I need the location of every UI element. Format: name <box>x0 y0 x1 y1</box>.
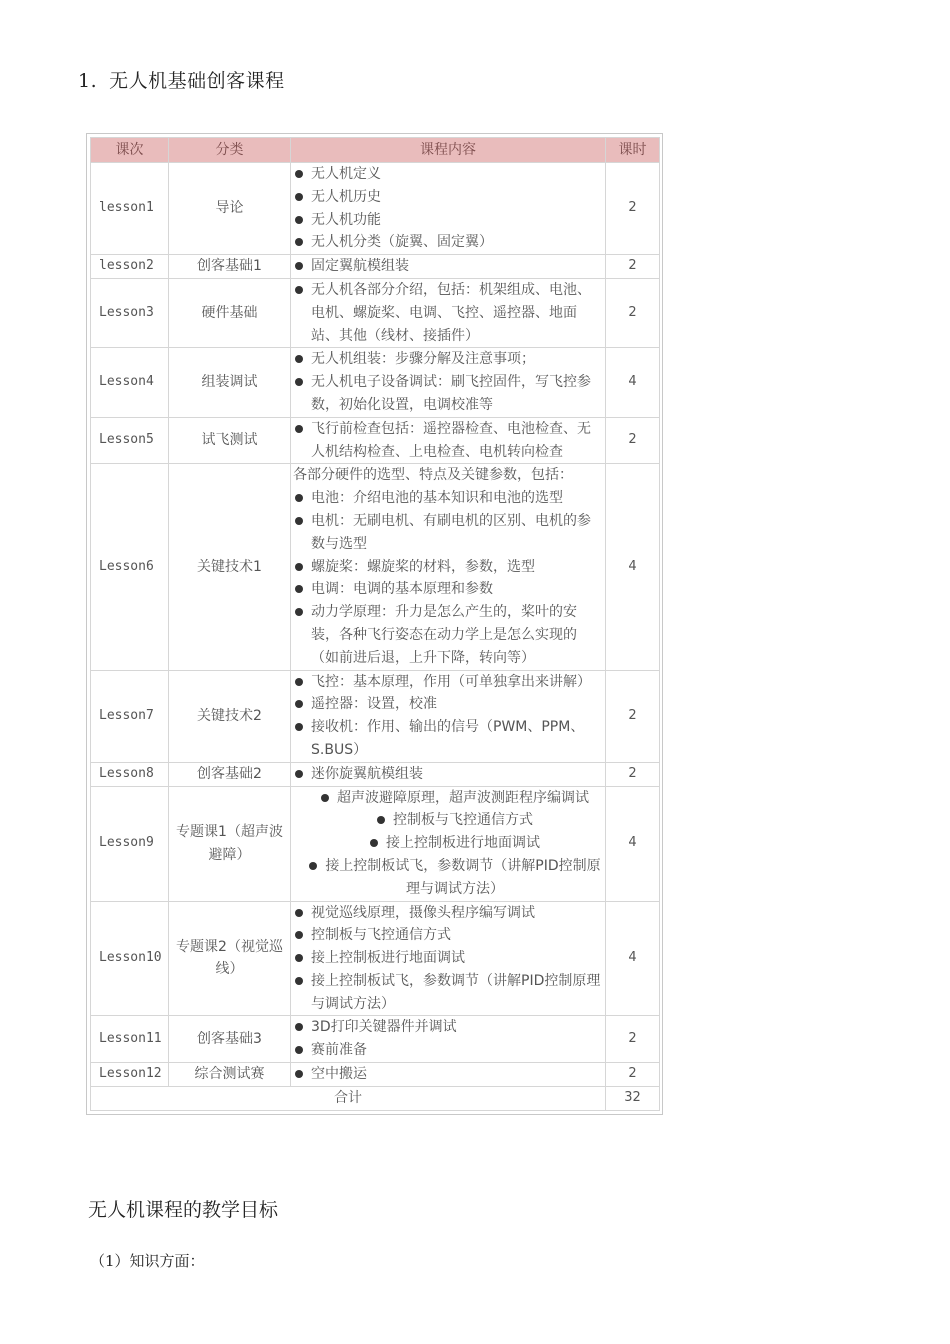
total-row <box>91 1086 660 1110</box>
list-item <box>293 186 603 209</box>
list-item <box>293 601 603 669</box>
hours-cell: 2 <box>606 670 660 762</box>
list-item <box>293 231 603 254</box>
hours-cell: 4 <box>606 464 660 670</box>
bullet-icon <box>321 794 329 802</box>
hours-cell: 2 <box>606 255 660 279</box>
list-item <box>293 163 603 186</box>
total-label: 合计 <box>91 1086 606 1110</box>
content-cell <box>291 670 606 762</box>
list-item <box>293 371 603 417</box>
table-row <box>91 348 660 417</box>
list-item-text: 电机：无刷电机、有刷电机的区别、电机的参数与选型 <box>311 512 591 552</box>
hours-cell: 4 <box>606 348 660 417</box>
list-item <box>293 418 603 464</box>
list-item-text: 控制板与飞控通信方式 <box>393 812 533 829</box>
lesson-cell: Lesson4 <box>91 348 169 417</box>
hours-cell: 2 <box>606 1063 660 1087</box>
list-item <box>293 348 603 371</box>
category-cell: 创客基础3 <box>169 1016 291 1063</box>
list-item <box>293 809 603 832</box>
category-cell: 专题课2（视觉巡线） <box>169 901 291 1016</box>
table-row <box>91 464 660 670</box>
list-item-text: 无人机分类（旋翼、固定翼） <box>311 234 493 251</box>
course-table <box>90 137 660 1111</box>
list-item <box>293 279 603 347</box>
content-list <box>293 279 603 347</box>
content-intro: 各部分硬件的选型、特点及关键参数，包括： <box>293 467 573 484</box>
list-item-text: 无人机定义 <box>311 166 381 182</box>
list-item <box>293 510 603 556</box>
hours-cell: 2 <box>606 1016 660 1063</box>
content-cell <box>291 1063 606 1087</box>
list-item <box>293 902 603 925</box>
list-item-text: 遥控器：设置，校准 <box>311 696 437 713</box>
lesson-cell: Lesson3 <box>91 278 169 347</box>
content-list <box>293 1016 603 1062</box>
category-cell: 试飞测试 <box>169 417 291 464</box>
lesson-cell: Lesson11 <box>91 1016 169 1063</box>
header-lesson: 课次 <box>91 138 169 163</box>
table-row <box>91 762 660 786</box>
lesson-cell: Lesson8 <box>91 762 169 786</box>
content-list <box>293 787 603 901</box>
category-cell: 关键技术2 <box>169 670 291 762</box>
header-content: 课程内容 <box>291 138 606 163</box>
list-item-text: 无人机各部分介绍，包括：机架组成、电池、电机、螺旋桨、电调、飞控、遥控器、地面站、其他（线材、接插件） <box>311 281 591 344</box>
table-row <box>91 670 660 762</box>
list-item-text: 接上控制板试飞，参数调节（讲解PID控制原理与调试方法） <box>311 972 601 1012</box>
list-item-text: 视觉巡线原理，摄像头程序编写调试 <box>311 904 535 921</box>
list-item-text: 动力学原理：升力是怎么产生的，桨叶的安装，各种飞行姿态在动力学上是怎么实现的（如前进后退，上升下降，转向等） <box>311 604 577 666</box>
list-item-text: 固定翼航模组装 <box>311 258 409 275</box>
content-cell <box>291 255 606 279</box>
content-list <box>293 763 603 786</box>
list-item <box>293 556 603 579</box>
list-item <box>293 970 603 1016</box>
lesson-cell: Lesson5 <box>91 417 169 464</box>
list-item-text: 迷你旋翼航模组装 <box>311 765 423 782</box>
hours-cell: 4 <box>606 786 660 901</box>
list-item <box>293 832 603 855</box>
content-list <box>293 163 603 254</box>
list-item-text: 无人机电子设备调试：刷飞控固件，写飞控参数，初始化设置，电调校准等 <box>311 374 591 413</box>
list-item-text: 飞行前检查包括：遥控器检查、电池检查、无人机结构检查、上电检查、电机转向检查 <box>311 420 591 460</box>
list-item-text: 超声波避障原理，超声波测距程序编调试 <box>337 789 589 806</box>
header-hours: 课时 <box>606 138 660 163</box>
list-item-text: 赛前准备 <box>311 1042 367 1059</box>
category-cell: 专题课1（超声波避障） <box>169 786 291 901</box>
content-cell <box>291 464 606 670</box>
total-hours: 32 <box>606 1086 660 1110</box>
category-cell: 创客基础2 <box>169 762 291 786</box>
list-item-text: 接上控制板试飞，参数调节（讲解PID控制原理与调试方法） <box>325 857 601 897</box>
list-item-text: 接上控制板进行地面调试 <box>311 950 465 967</box>
list-item <box>293 924 603 947</box>
list-item-text: 电池：介绍电池的基本知识和电池的选型 <box>311 490 563 507</box>
bullet-icon <box>309 862 317 870</box>
sub-title: （1）知识方面： <box>90 1252 205 1270</box>
content-list <box>293 671 603 762</box>
table-header-row <box>91 138 660 163</box>
list-item <box>293 578 603 601</box>
hours-cell: 2 <box>606 278 660 347</box>
table-row <box>91 1016 660 1063</box>
list-item-text: 接上控制板进行地面调试 <box>386 835 540 852</box>
content-list <box>293 1063 603 1086</box>
list-item <box>293 855 603 901</box>
lesson-cell: Lesson7 <box>91 670 169 762</box>
list-item-text: 控制板与飞控通信方式 <box>311 927 451 944</box>
hours-cell: 4 <box>606 901 660 1016</box>
table-row <box>91 255 660 279</box>
list-item-text: 螺旋桨：螺旋桨的材料，参数，选型 <box>311 558 535 575</box>
category-cell: 创客基础1 <box>169 255 291 279</box>
list-item <box>293 671 603 694</box>
page-heading <box>78 66 285 93</box>
list-item <box>293 787 603 810</box>
table-row <box>91 417 660 464</box>
list-item <box>293 693 603 716</box>
list-item-text: 无人机历史 <box>311 188 381 205</box>
content-cell <box>291 786 606 901</box>
lesson-cell: lesson1 <box>91 163 169 255</box>
content-cell <box>291 1016 606 1063</box>
list-item <box>293 209 603 232</box>
lesson-cell: Lesson6 <box>91 464 169 670</box>
course-table-wrapper <box>86 133 663 1115</box>
table-row <box>91 278 660 347</box>
content-cell <box>291 762 606 786</box>
lesson-cell: Lesson12 <box>91 1063 169 1087</box>
list-item <box>293 1063 603 1086</box>
content-cell <box>291 163 606 255</box>
list-item-text: 无人机组装：步骤分解及注意事项； <box>311 351 535 368</box>
heading-number: 1. <box>78 70 98 92</box>
hours-cell: 2 <box>606 163 660 255</box>
list-item-text: 电调：电调的基本原理和参数 <box>311 581 493 598</box>
category-cell: 组装调试 <box>169 348 291 417</box>
category-cell: 硬件基础 <box>169 278 291 347</box>
lesson-cell: Lesson9 <box>91 786 169 901</box>
bullet-icon <box>370 839 378 847</box>
table-row <box>91 901 660 1016</box>
table-row <box>91 163 660 255</box>
table-body <box>91 163 660 1111</box>
lesson-cell: Lesson10 <box>91 901 169 1016</box>
content-list <box>293 348 603 416</box>
section-title: 无人机课程的教学目标 <box>88 1199 279 1221</box>
list-item <box>293 1039 603 1062</box>
content-list <box>293 487 603 669</box>
content-list <box>293 418 603 464</box>
list-item <box>293 487 603 510</box>
list-item-text: 接收机：作用、输出的信号（PWM、PPM、S.BUS） <box>311 719 585 758</box>
table-row <box>91 786 660 901</box>
category-cell: 关键技术1 <box>169 464 291 670</box>
list-item-text: 无人机功能 <box>311 211 381 228</box>
content-list <box>293 902 603 1016</box>
hours-cell: 2 <box>606 762 660 786</box>
content-cell <box>291 901 606 1016</box>
list-item <box>293 947 603 970</box>
lesson-cell: lesson2 <box>91 255 169 279</box>
list-item <box>293 716 603 762</box>
list-item <box>293 1016 603 1039</box>
content-list <box>293 255 603 278</box>
category-cell: 导论 <box>169 163 291 255</box>
category-cell: 综合测试赛 <box>169 1063 291 1087</box>
list-item <box>293 763 603 786</box>
table-row <box>91 1063 660 1087</box>
list-item-text: 飞控：基本原理，作用（可单独拿出来讲解） <box>311 673 591 690</box>
header-category: 分类 <box>169 138 291 163</box>
bullet-icon <box>377 816 385 824</box>
content-cell <box>291 348 606 417</box>
content-cell <box>291 278 606 347</box>
content-cell <box>291 417 606 464</box>
list-item-text: 3D打印关键器件并调试 <box>311 1019 457 1036</box>
list-item-text: 空中搬运 <box>311 1066 367 1083</box>
heading-title: 无人机基础创客课程 <box>109 70 285 92</box>
list-item <box>293 255 603 278</box>
hours-cell: 2 <box>606 417 660 464</box>
